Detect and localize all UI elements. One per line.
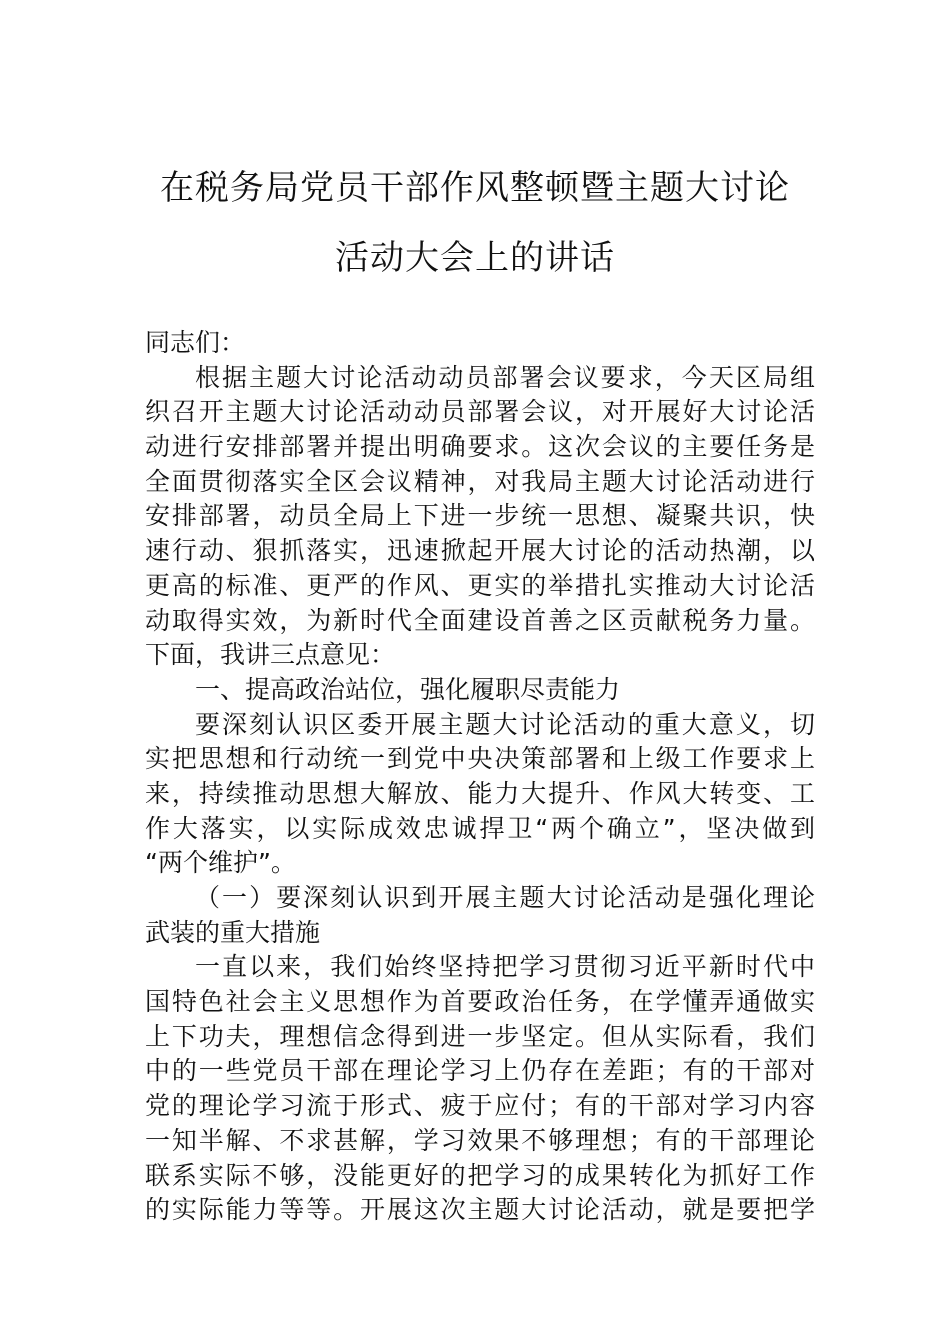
body-text-line-content: 作大落实，以实际成效忠诚捍卫“两个确立”，坚决做到 <box>145 813 815 843</box>
body-text-line <box>145 1193 815 1228</box>
body-text-line-content: 动取得实效，为新时代全面建设首善之区贡献税务力量。 <box>145 605 815 635</box>
document-body <box>145 326 815 1228</box>
body-text-line-content: 根据主题大讨论活动动员部署会议要求，今天区局组 <box>195 362 815 392</box>
body-text-line-content: 来，持续推动思想大解放、能力大提升、作风大转变、工 <box>145 778 815 808</box>
body-text-line-content: 上下功夫，理想信念得到进一步坚定。但从实际看，我们 <box>145 1021 815 1051</box>
body-text-line-content: 同志们： <box>145 328 246 357</box>
body-text-line <box>145 846 815 881</box>
body-text-line <box>145 1124 815 1159</box>
body-text-line-content: 织召开主题大讨论活动动员部署会议，对开展好大讨论活 <box>145 397 815 427</box>
body-text-line <box>145 465 815 500</box>
body-text-line <box>145 950 815 985</box>
body-text-line <box>145 326 815 361</box>
body-text-line <box>145 1159 815 1194</box>
body-text-line-content: 全面贯彻落实全区会议精神，对我局主题大讨论活动进行 <box>145 466 815 496</box>
body-text-line-content: 安排部署，动员全局上下进一步统一思想、凝聚共识，快 <box>145 501 815 531</box>
body-text-line-content: 的实际能力等等。开展这次主题大讨论活动，就是要把学 <box>145 1195 815 1225</box>
body-text-line-content: 党的理论学习流于形式、疲于应付；有的干部对学习内容 <box>145 1091 815 1121</box>
body-text-line-content: 更高的标准、更严的作风、更实的举措扎实推动大讨论活 <box>145 570 815 600</box>
body-text-line <box>145 777 815 812</box>
body-text-line-content: 一、提高政治站位，强化履职尽责能力 <box>195 674 621 704</box>
body-text-line <box>145 638 815 673</box>
body-text-line <box>145 604 815 639</box>
body-text-line <box>145 499 815 534</box>
body-text-line <box>145 742 815 777</box>
body-text-line-content: 要深刻认识区委开展主题大讨论活动的重大意义，切 <box>195 709 815 739</box>
body-text-line-content: 联系实际不够，没能更好的把学习的成果转化为抓好工作 <box>145 1160 815 1190</box>
body-text-line <box>145 708 815 743</box>
body-text-line <box>145 881 815 916</box>
document-title-line-2: 活动大会上的讲话 <box>335 238 615 278</box>
body-text-line <box>145 361 815 396</box>
body-text-line <box>145 430 815 465</box>
body-text-line <box>145 985 815 1020</box>
body-text-line-content: 实把思想和行动统一到党中央决策部署和上级工作要求上 <box>145 744 815 774</box>
body-text-line-content: 中的一些党员干部在理论学习上仍存在差距；有的干部对 <box>145 1056 815 1086</box>
body-text-line <box>145 1089 815 1124</box>
body-text-line <box>145 812 815 847</box>
body-text-line <box>145 673 815 708</box>
body-text-line-content: 动进行安排部署并提出明确要求。这次会议的主要任务是 <box>145 432 815 462</box>
body-text-line <box>145 916 815 951</box>
body-text-line <box>145 1020 815 1055</box>
body-text-line <box>145 1054 815 1089</box>
body-text-line <box>145 534 815 569</box>
body-text-line <box>145 569 815 604</box>
document-title-line-1: 在税务局党员干部作风整顿暨主题大讨论 <box>160 168 790 208</box>
body-text-line <box>145 395 815 430</box>
body-text-line-content: 一知半解、不求甚解，学习效果不够理想；有的干部理论 <box>145 1125 815 1155</box>
body-text-line-content: 国特色社会主义思想作为首要政治任务，在学懂弄通做实 <box>145 987 815 1017</box>
body-text-line-content: “两个维护”。 <box>145 848 296 878</box>
body-text-line-content: 一直以来，我们始终坚持把学习贯彻习近平新时代中 <box>195 952 815 982</box>
body-text-line-content: 武装的重大措施 <box>145 917 321 947</box>
body-text-line-content: 下面，我讲三点意见： <box>145 640 396 670</box>
body-text-line-content: 速行动、狠抓落实，迅速掀起开展大讨论的活动热潮，以 <box>145 536 815 566</box>
body-text-line-content: （一）要深刻认识到开展主题大讨论活动是强化理论 <box>195 883 815 912</box>
